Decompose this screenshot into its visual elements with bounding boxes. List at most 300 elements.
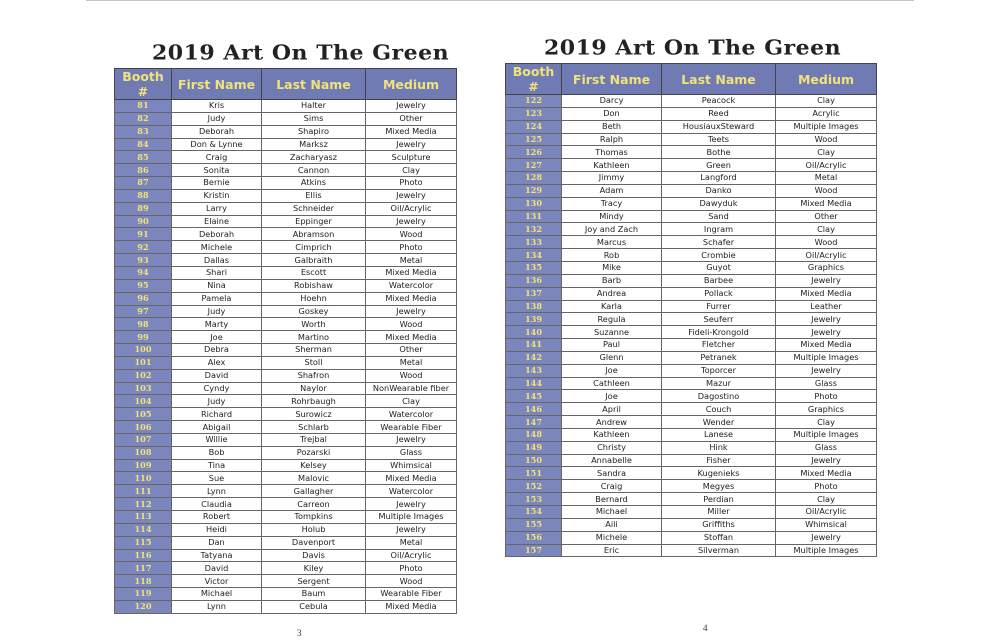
medium-cell: Oil/Acrylic	[366, 202, 457, 215]
first-name-cell: Shari	[172, 266, 262, 279]
last-name-cell: Guyot	[662, 261, 776, 274]
first-name-cell: David	[172, 369, 262, 382]
last-name-cell: Kiley	[262, 562, 366, 575]
last-name-cell: Schlarb	[262, 421, 366, 434]
last-name-cell: Shapiro	[262, 125, 366, 138]
column-header: Booth #	[506, 64, 562, 95]
last-name-cell: Green	[662, 159, 776, 172]
first-name-cell: Barb	[562, 274, 662, 287]
last-name-cell: Martino	[262, 331, 366, 344]
medium-cell: Jewelry	[366, 138, 457, 151]
column-header: Medium	[366, 69, 457, 100]
table-row	[506, 441, 877, 454]
table-row	[115, 523, 457, 536]
booth-cell: 87	[115, 177, 172, 190]
booth-cell: 131	[506, 210, 562, 223]
medium-cell: Jewelry	[366, 189, 457, 202]
last-name-cell: Sergent	[262, 575, 366, 588]
table-row	[115, 498, 457, 511]
table-row	[115, 112, 457, 125]
table-row	[506, 210, 877, 223]
last-name-cell: Davenport	[262, 536, 366, 549]
last-name-cell: Davis	[262, 549, 366, 562]
first-name-cell: Cathleen	[562, 377, 662, 390]
medium-cell: Jewelry	[776, 454, 877, 467]
medium-cell: Mixed Media	[366, 472, 457, 485]
first-name-cell: Glenn	[562, 351, 662, 364]
medium-cell: Watercolor	[366, 485, 457, 498]
medium-cell: Wood	[366, 369, 457, 382]
table-row	[115, 421, 457, 434]
first-name-cell: Lynn	[172, 485, 262, 498]
booth-cell: 154	[506, 506, 562, 519]
page-number: 4	[703, 623, 708, 633]
last-name-cell: Teets	[662, 133, 776, 146]
first-name-cell: Don & Lynne	[172, 138, 262, 151]
booth-cell: 103	[115, 382, 172, 395]
last-name-cell: Escott	[262, 266, 366, 279]
medium-cell: Jewelry	[776, 326, 877, 339]
first-name-cell: Cyndy	[172, 382, 262, 395]
last-name-cell: Stoll	[262, 356, 366, 369]
medium-cell: Glass	[776, 377, 877, 390]
medium-cell: Whimsical	[776, 518, 877, 531]
first-name-cell: Marty	[172, 318, 262, 331]
first-name-cell: Abigail	[172, 421, 262, 434]
table-row	[506, 172, 877, 185]
booth-cell: 128	[506, 172, 562, 185]
last-name-cell: Wender	[662, 416, 776, 429]
table-row	[115, 536, 457, 549]
first-name-cell: Sandra	[562, 467, 662, 480]
booth-cell: 137	[506, 287, 562, 300]
booth-cell: 82	[115, 112, 172, 125]
booth-cell: 94	[115, 266, 172, 279]
last-name-cell: Kugenieks	[662, 467, 776, 480]
medium-cell: Mixed Media	[776, 287, 877, 300]
first-name-cell: Claudia	[172, 498, 262, 511]
last-name-cell: Cimprich	[262, 241, 366, 254]
first-name-cell: Bernard	[562, 493, 662, 506]
table-row	[506, 133, 877, 146]
table-row	[506, 428, 877, 441]
medium-cell: Oil/Acrylic	[776, 249, 877, 262]
medium-cell: Jewelry	[366, 305, 457, 318]
first-name-cell: Darcy	[562, 95, 662, 108]
column-header: Last Name	[262, 69, 366, 100]
medium-cell: Jewelry	[776, 531, 877, 544]
last-name-cell: Eppinger	[262, 215, 366, 228]
first-name-cell: Kathleen	[562, 159, 662, 172]
first-name-cell: Pamela	[172, 292, 262, 305]
last-name-cell: Malovic	[262, 472, 366, 485]
first-name-cell: Tracy	[562, 197, 662, 210]
first-name-cell: Marcus	[562, 236, 662, 249]
last-name-cell: Abramson	[262, 228, 366, 241]
last-name-cell: Rohrbaugh	[262, 395, 366, 408]
booth-cell: 133	[506, 236, 562, 249]
booth-cell: 129	[506, 184, 562, 197]
table-row	[115, 125, 457, 138]
last-name-cell: Peacock	[662, 95, 776, 108]
medium-cell: Mixed Media	[366, 331, 457, 344]
first-name-cell: Sue	[172, 472, 262, 485]
booth-cell: 135	[506, 261, 562, 274]
last-name-cell: Schafer	[662, 236, 776, 249]
first-name-cell: Dan	[172, 536, 262, 549]
booth-cell: 93	[115, 254, 172, 267]
medium-cell: Jewelry	[366, 498, 457, 511]
first-name-cell: Sonita	[172, 164, 262, 177]
column-header: First Name	[562, 64, 662, 95]
first-name-cell: Heidi	[172, 523, 262, 536]
last-name-cell: Schneider	[262, 202, 366, 215]
medium-cell: Photo	[776, 480, 877, 493]
table-row	[506, 377, 877, 390]
first-name-cell: Richard	[172, 408, 262, 421]
table-row	[506, 287, 877, 300]
first-name-cell: Kathleen	[562, 428, 662, 441]
booth-cell: 127	[506, 159, 562, 172]
medium-cell: Clay	[776, 416, 877, 429]
medium-cell: Mixed Media	[366, 600, 457, 613]
booth-cell: 117	[115, 562, 172, 575]
medium-cell: Wood	[776, 133, 877, 146]
booth-cell: 145	[506, 390, 562, 403]
booth-cell: 148	[506, 428, 562, 441]
table-row	[506, 351, 877, 364]
table-row	[115, 600, 457, 613]
last-name-cell: Crombie	[662, 249, 776, 262]
medium-cell: Jewelry	[366, 433, 457, 446]
booth-cell: 141	[506, 339, 562, 352]
last-name-cell: Marksz	[262, 138, 366, 151]
table-row	[506, 146, 877, 159]
booth-cell: 126	[506, 146, 562, 159]
table-row	[115, 254, 457, 267]
first-name-cell: Andrea	[562, 287, 662, 300]
medium-cell: Jewelry	[776, 313, 877, 326]
first-name-cell: Joe	[562, 364, 662, 377]
table-row	[506, 236, 877, 249]
first-name-cell: Deborah	[172, 228, 262, 241]
first-name-cell: Deborah	[172, 125, 262, 138]
last-name-cell: Danko	[662, 184, 776, 197]
medium-cell: Photo	[366, 177, 457, 190]
table-row	[506, 300, 877, 313]
first-name-cell: Bob	[172, 446, 262, 459]
booth-cell: 119	[115, 588, 172, 601]
table-row	[115, 344, 457, 357]
booth-cell: 84	[115, 138, 172, 151]
last-name-cell: HousiauxSteward	[662, 120, 776, 133]
last-name-cell: Cannon	[262, 164, 366, 177]
booth-cell: 90	[115, 215, 172, 228]
medium-cell: Multiple Images	[776, 351, 877, 364]
first-name-cell: Michele	[172, 241, 262, 254]
medium-cell: Wearable Fiber	[366, 588, 457, 601]
first-name-cell: Michael	[172, 588, 262, 601]
first-name-cell: Suzanne	[562, 326, 662, 339]
table-row	[115, 549, 457, 562]
first-name-cell: Regula	[562, 313, 662, 326]
last-name-cell: Ingram	[662, 223, 776, 236]
table-row	[115, 177, 457, 190]
booth-cell: 108	[115, 446, 172, 459]
last-name-cell: Robishaw	[262, 279, 366, 292]
booth-cell: 96	[115, 292, 172, 305]
table-row	[115, 562, 457, 575]
booth-cell: 144	[506, 377, 562, 390]
medium-cell: Metal	[776, 172, 877, 185]
table-row	[115, 138, 457, 151]
last-name-cell: Hink	[662, 441, 776, 454]
medium-cell: Sculpture	[366, 151, 457, 164]
booth-cell: 138	[506, 300, 562, 313]
table-row	[115, 588, 457, 601]
booth-cell: 136	[506, 274, 562, 287]
booth-cell: 134	[506, 249, 562, 262]
last-name-cell: Sherman	[262, 344, 366, 357]
last-name-cell: Kelsey	[262, 459, 366, 472]
booth-cell: 152	[506, 480, 562, 493]
table-row	[115, 485, 457, 498]
medium-cell: Graphics	[776, 261, 877, 274]
table-row	[115, 575, 457, 588]
first-name-cell: Adam	[562, 184, 662, 197]
medium-cell: Jewelry	[366, 523, 457, 536]
table-row	[506, 493, 877, 506]
last-name-cell: Tompkins	[262, 511, 366, 524]
table-row	[506, 223, 877, 236]
medium-cell: Metal	[366, 536, 457, 549]
first-name-cell: Debra	[172, 344, 262, 357]
table-row	[506, 261, 877, 274]
last-name-cell: Pozarski	[262, 446, 366, 459]
medium-cell: Leather	[776, 300, 877, 313]
first-name-cell: Larry	[172, 202, 262, 215]
last-name-cell: Griffiths	[662, 518, 776, 531]
last-name-cell: Fideli-Krongold	[662, 326, 776, 339]
booth-cell: 115	[115, 536, 172, 549]
first-name-cell: Joe	[172, 331, 262, 344]
table-row	[115, 228, 457, 241]
last-name-cell: Holub	[262, 523, 366, 536]
medium-cell: NonWearable fiber	[366, 382, 457, 395]
table-row	[115, 292, 457, 305]
booth-cell: 97	[115, 305, 172, 318]
medium-cell: Oil/Acrylic	[776, 159, 877, 172]
last-name-cell: Seuferr	[662, 313, 776, 326]
first-name-cell: Ralph	[562, 133, 662, 146]
booth-cell: 81	[115, 100, 172, 113]
table-row	[115, 446, 457, 459]
booth-cell: 132	[506, 223, 562, 236]
first-name-cell: David	[172, 562, 262, 575]
medium-cell: Jewelry	[776, 364, 877, 377]
first-name-cell: Lynn	[172, 600, 262, 613]
first-name-cell: Judy	[172, 305, 262, 318]
medium-cell: Multiple Images	[776, 120, 877, 133]
table-row	[506, 364, 877, 377]
last-name-cell: Baum	[262, 588, 366, 601]
table-row	[506, 274, 877, 287]
last-name-cell: Hoehn	[262, 292, 366, 305]
first-name-cell: Mike	[562, 261, 662, 274]
medium-cell: Wood	[366, 318, 457, 331]
booth-cell: 153	[506, 493, 562, 506]
column-header: Medium	[776, 64, 877, 95]
table-row	[115, 266, 457, 279]
booth-cell: 104	[115, 395, 172, 408]
first-name-cell: Annabelle	[562, 454, 662, 467]
booth-cell: 125	[506, 133, 562, 146]
medium-cell: Watercolor	[366, 408, 457, 421]
booth-cell: 114	[115, 523, 172, 536]
last-name-cell: Miller	[662, 506, 776, 519]
booth-cell: 101	[115, 356, 172, 369]
medium-cell: Metal	[366, 356, 457, 369]
booth-cell: 149	[506, 441, 562, 454]
last-name-cell: Gallagher	[262, 485, 366, 498]
booth-cell: 150	[506, 454, 562, 467]
last-name-cell: Goskey	[262, 305, 366, 318]
booth-cell: 106	[115, 421, 172, 434]
last-name-cell: Shafron	[262, 369, 366, 382]
last-name-cell: Halter	[262, 100, 366, 113]
medium-cell: Other	[366, 344, 457, 357]
booth-cell: 122	[506, 95, 562, 108]
medium-cell: Watercolor	[366, 279, 457, 292]
last-name-cell: Langford	[662, 172, 776, 185]
booth-cell: 157	[506, 544, 562, 557]
table-row	[115, 100, 457, 113]
medium-cell: Photo	[366, 562, 457, 575]
medium-cell: Mixed Media	[366, 125, 457, 138]
first-name-cell: Kris	[172, 100, 262, 113]
last-name-cell: Furrer	[662, 300, 776, 313]
table-row	[115, 511, 457, 524]
first-name-cell: Tina	[172, 459, 262, 472]
first-name-cell: Karla	[562, 300, 662, 313]
booth-cell: 146	[506, 403, 562, 416]
booth-cell: 89	[115, 202, 172, 215]
last-name-cell: Silverman	[662, 544, 776, 557]
booth-cell: 120	[115, 600, 172, 613]
medium-cell: Photo	[366, 241, 457, 254]
booth-cell: 102	[115, 369, 172, 382]
booth-cell: 99	[115, 331, 172, 344]
medium-cell: Multiple Images	[776, 428, 877, 441]
booth-cell: 156	[506, 531, 562, 544]
medium-cell: Multiple Images	[366, 511, 457, 524]
last-name-cell: Dagostino	[662, 390, 776, 403]
first-name-cell: Thomas	[562, 146, 662, 159]
booth-cell: 109	[115, 459, 172, 472]
table-row	[115, 189, 457, 202]
booth-cell: 92	[115, 241, 172, 254]
table-row	[115, 356, 457, 369]
last-name-cell: Perdian	[662, 493, 776, 506]
medium-cell: Oil/Acrylic	[776, 506, 877, 519]
table-row	[115, 433, 457, 446]
booth-cell: 111	[115, 485, 172, 498]
last-name-cell: Dawyduk	[662, 197, 776, 210]
medium-cell: Mixed Media	[776, 197, 877, 210]
last-name-cell: Barbee	[662, 274, 776, 287]
booth-cell: 116	[115, 549, 172, 562]
first-name-cell: Craig	[172, 151, 262, 164]
medium-cell: Clay	[776, 146, 877, 159]
last-name-cell: Ellis	[262, 189, 366, 202]
table-row	[115, 395, 457, 408]
medium-cell: Mixed Media	[366, 292, 457, 305]
first-name-cell: Nina	[172, 279, 262, 292]
booth-cell: 110	[115, 472, 172, 485]
last-name-cell: Carreon	[262, 498, 366, 511]
last-name-cell: Galbraith	[262, 254, 366, 267]
medium-cell: Graphics	[776, 403, 877, 416]
column-header: First Name	[172, 69, 262, 100]
booth-cell: 105	[115, 408, 172, 421]
table-row	[115, 472, 457, 485]
booth-cell: 86	[115, 164, 172, 177]
medium-cell: Mixed Media	[366, 266, 457, 279]
booth-cell: 124	[506, 120, 562, 133]
table-row	[506, 518, 877, 531]
booth-cell: 83	[115, 125, 172, 138]
table-row	[115, 215, 457, 228]
first-name-cell: Judy	[172, 112, 262, 125]
first-name-cell: Christy	[562, 441, 662, 454]
first-name-cell: Michael	[562, 506, 662, 519]
first-name-cell: Paul	[562, 339, 662, 352]
first-name-cell: Tatyana	[172, 549, 262, 562]
booth-cell: 139	[506, 313, 562, 326]
booth-cell: 98	[115, 318, 172, 331]
medium-cell: Other	[776, 210, 877, 223]
booth-cell: 155	[506, 518, 562, 531]
table-row	[506, 107, 877, 120]
last-name-cell: Reed	[662, 107, 776, 120]
first-name-cell: Craig	[562, 480, 662, 493]
booth-cell: 130	[506, 197, 562, 210]
last-name-cell: Fisher	[662, 454, 776, 467]
page-title: 2019 Art On The Green	[152, 40, 450, 66]
medium-cell: Jewelry	[366, 100, 457, 113]
medium-cell: Wood	[366, 228, 457, 241]
last-name-cell: Zacharyasz	[262, 151, 366, 164]
booth-cell: 91	[115, 228, 172, 241]
table-row	[506, 120, 877, 133]
table-row	[115, 408, 457, 421]
table-row	[506, 480, 877, 493]
table-row	[115, 241, 457, 254]
medium-cell: Jewelry	[776, 274, 877, 287]
booth-cell: 85	[115, 151, 172, 164]
table-row	[506, 454, 877, 467]
table-row	[506, 197, 877, 210]
table-row	[115, 331, 457, 344]
table-row	[506, 390, 877, 403]
last-name-cell: Trejbal	[262, 433, 366, 446]
table-row	[506, 531, 877, 544]
first-name-cell: Rob	[562, 249, 662, 262]
first-name-cell: Jimmy	[562, 172, 662, 185]
booth-cell: 113	[115, 511, 172, 524]
table-row	[115, 369, 457, 382]
first-name-cell: Kristin	[172, 189, 262, 202]
